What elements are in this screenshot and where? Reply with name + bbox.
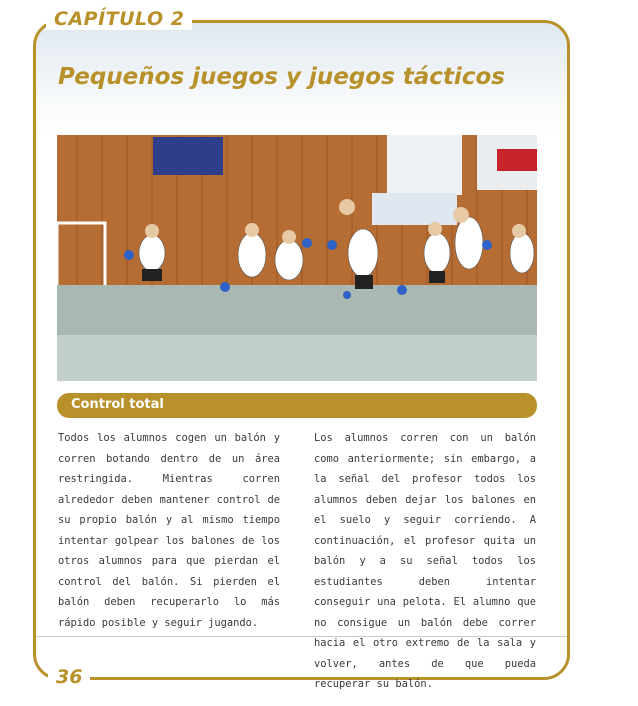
section-header bbox=[57, 393, 537, 418]
chapter-label: CAPÍTULO 2 bbox=[46, 8, 192, 30]
left-column-text: Todos los alumnos cogen un balón y corren botando dentro de un área restringida. Mientras corren alrededor deben mantener control de su propio balón y al mismo tiempo intentar golpear los balones de los otros alumnos para que pierdan el control del balón. Si pierden el balón deben recuperarlo lo más rápido posible y seguir jugando. bbox=[58, 432, 280, 629]
right-column-text: Los alumnos corren con un balón como anteriormente; sin embargo, a la señal del profesor todos los alumnos deben dejar los balones en el suelo y seguir corriendo. A continuación, el profesor quita un balón y a su señal todos los estudiantes deben intentar conseguir una pelota. El alumno que no consigue un balón debe correr hacia el otro extremo de la sala y volver, antes de que pueda recuperar su balón. bbox=[314, 432, 536, 690]
page-title: Pequeños juegos y juegos tácticos bbox=[58, 64, 505, 90]
photo-illustration bbox=[57, 135, 537, 381]
page-number: 36 bbox=[48, 666, 90, 688]
section-title: Control total bbox=[71, 397, 164, 412]
handball-photo bbox=[57, 135, 537, 381]
footer-divider bbox=[36, 636, 567, 637]
